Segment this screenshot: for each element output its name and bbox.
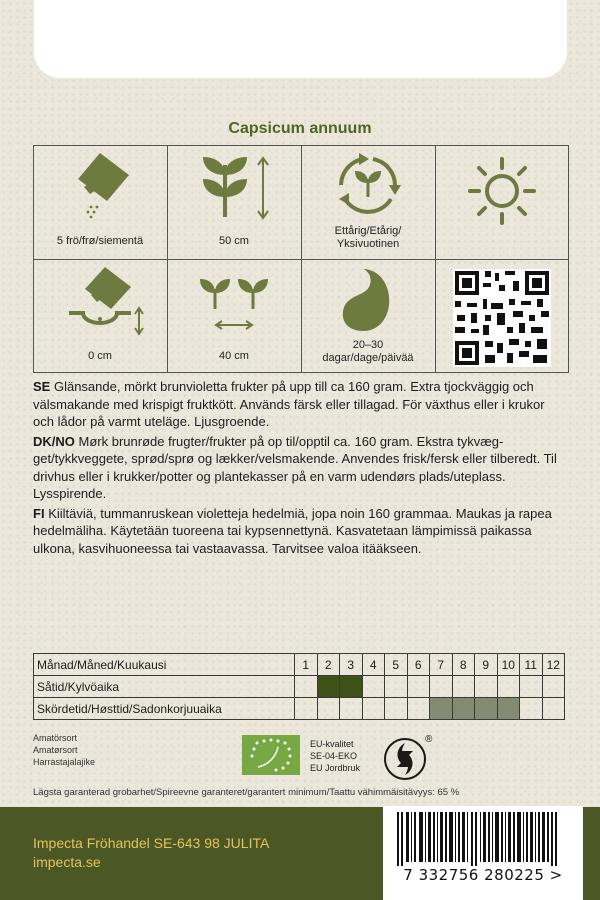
company-website[interactable]: impecta.se (33, 854, 101, 870)
harvest-month-4 (362, 698, 385, 720)
green-dot-recycle-icon (383, 733, 435, 781)
month-9: 9 (475, 654, 498, 676)
month-6: 6 (407, 654, 430, 676)
qr-cell (435, 259, 569, 373)
sowing-row-label: Såtid/Kylvöaika (34, 676, 295, 698)
germination-cell (301, 259, 435, 373)
lifecycle-caption-line2: Yksivuotinen (336, 238, 400, 250)
month-8: 8 (452, 654, 475, 676)
sowing-month-1 (295, 676, 318, 698)
plant-spacing-cell (167, 259, 301, 373)
plant-height-cell (167, 145, 301, 259)
germination-caption-line1: 20–30 (352, 339, 384, 351)
description-text: Mørk brunrøde frugter/frukter på op til/opptil ca. 160 gram. Ekstra tykvæg-get/tykkveggete, sprød/sprø og lækker/velsmakende. Anvendes frisk/fersk eller tilberedt. Til drivhus eller i krukker/potter og plantekasser på en varm udendørs plads/uteplass. Lysspirende. (33, 433, 557, 501)
plant-height-caption: 50 cm (219, 235, 249, 247)
company-address: Impecta Fröhandel SE-643 98 JULITA (33, 835, 270, 851)
description-fi (33, 505, 569, 558)
month-2: 2 (317, 654, 340, 676)
annual-cycle-icon (301, 145, 435, 225)
description-se (33, 378, 569, 431)
harvest-month-9 (475, 698, 498, 720)
eu-quality: EU-kvalitet (310, 739, 354, 749)
lang-code: DK/NO (33, 433, 75, 449)
plant-height-icon (167, 145, 301, 225)
sowing-month-8 (452, 676, 475, 698)
plant-spacing-icon (167, 259, 301, 339)
barcode (383, 806, 583, 900)
harvest-month-8 (452, 698, 475, 720)
sowing-month-11 (520, 676, 543, 698)
seed-packet-icon (33, 145, 167, 225)
harvest-month-10 (497, 698, 520, 720)
germination-guarantee: Lägsta garanterad grobarhet/Spireevne garanteret/garantert minimum/Taattu vähimmäisitävyys: 65 % (33, 787, 460, 798)
qr-code-icon[interactable] (435, 259, 569, 373)
harvest-month-6 (407, 698, 430, 720)
month-11: 11 (520, 654, 543, 676)
barcode-number: 7 332756 280225 > (403, 866, 563, 884)
harvest-row-label: Skördetid/Høsttid/Sadonkorjuuaika (34, 698, 295, 720)
eu-leaf-icon (242, 735, 300, 775)
eu-certification-text (310, 738, 360, 774)
packet-window (34, 0, 567, 78)
sowing-month-5 (385, 676, 408, 698)
sowing-month-4 (362, 676, 385, 698)
sowing-depth-icon (33, 259, 167, 339)
description-text: Kiiltäviä, tummanruskean violetteja hedelmiä, jopa noin 160 grammaa. Maukas ja rapea hedelmäliha. Käytetään tuoreena tai kypsennettynä. Kasvatetaan lämpimissä paikassa ulkona, kasvihuoneessa tai vastaavassa. Tarvitsee valoa itääkseen. (33, 505, 552, 556)
sowing-month-3 (340, 676, 363, 698)
sun-icon (435, 145, 569, 245)
sowing-month-6 (407, 676, 430, 698)
calendar-header-row (34, 654, 565, 676)
plant-spacing-caption: 40 cm (219, 350, 249, 362)
harvest-month-3 (340, 698, 363, 720)
eu-code: SE-04-EKO (310, 751, 358, 761)
species-name: Capsicum annuum (228, 120, 372, 137)
month-1: 1 (295, 654, 318, 676)
light-cell (435, 145, 569, 259)
variety-type (33, 732, 95, 768)
harvest-month-12 (542, 698, 565, 720)
sowing-month-2 (317, 676, 340, 698)
month-5: 5 (385, 654, 408, 676)
calendar-header-label: Månad/Måned/Kuukausi (34, 654, 295, 676)
lifecycle-cell (301, 145, 435, 259)
variety-type-se: Amatörsort (33, 733, 78, 743)
variety-type-fi: Harrastajalajike (33, 757, 96, 767)
variety-type-no: Amatørsort (33, 745, 78, 755)
seed-count-cell (33, 145, 167, 259)
month-4: 4 (362, 654, 385, 676)
sowing-month-9 (475, 676, 498, 698)
lifecycle-caption-line1: Ettårig/Etårig/ (334, 225, 402, 237)
icon-grid (33, 145, 569, 373)
sowing-month-10 (497, 676, 520, 698)
sowing-month-7 (430, 676, 453, 698)
harvest-month-2 (317, 698, 340, 720)
month-7: 7 (430, 654, 453, 676)
harvest-month-11 (520, 698, 543, 720)
sowing-depth-cell (33, 259, 167, 373)
month-12: 12 (542, 654, 565, 676)
harvest-month-1 (295, 698, 318, 720)
germination-caption-line2: dagar/dage/päivää (322, 352, 414, 364)
description-dk-no (33, 433, 569, 503)
month-10: 10 (497, 654, 520, 676)
description-block (33, 378, 569, 559)
lang-code: SE (33, 379, 51, 394)
company-info (33, 834, 269, 872)
eu-agriculture: EU Jordbruk (310, 763, 361, 773)
sowing-depth-caption: 0 cm (88, 350, 112, 362)
sowing-calendar (33, 653, 565, 720)
description-text: Glänsande, mörkt brunvioletta frukter på upp till ca 160 gram. Extra tjockväggig och välsmakande med krispigt fruktkött. Används färsk eller tillagad. För växthus eller i krukor och lådor på varmt uteläge. Ljusgroende. (33, 379, 545, 429)
sowing-month-12 (542, 676, 565, 698)
month-3: 3 (340, 654, 363, 676)
harvest-month-5 (385, 698, 408, 720)
eu-organic-leaf-logo (242, 735, 300, 775)
seed-count-caption: 5 frö/frø/siementä (56, 235, 144, 247)
barcode-bars (383, 806, 583, 866)
sowing-row (34, 676, 565, 698)
lang-code: FI (33, 505, 45, 521)
registered-mark: ® (425, 734, 433, 745)
harvest-month-7 (430, 698, 453, 720)
germination-icon (301, 259, 435, 339)
harvest-row (34, 698, 565, 720)
